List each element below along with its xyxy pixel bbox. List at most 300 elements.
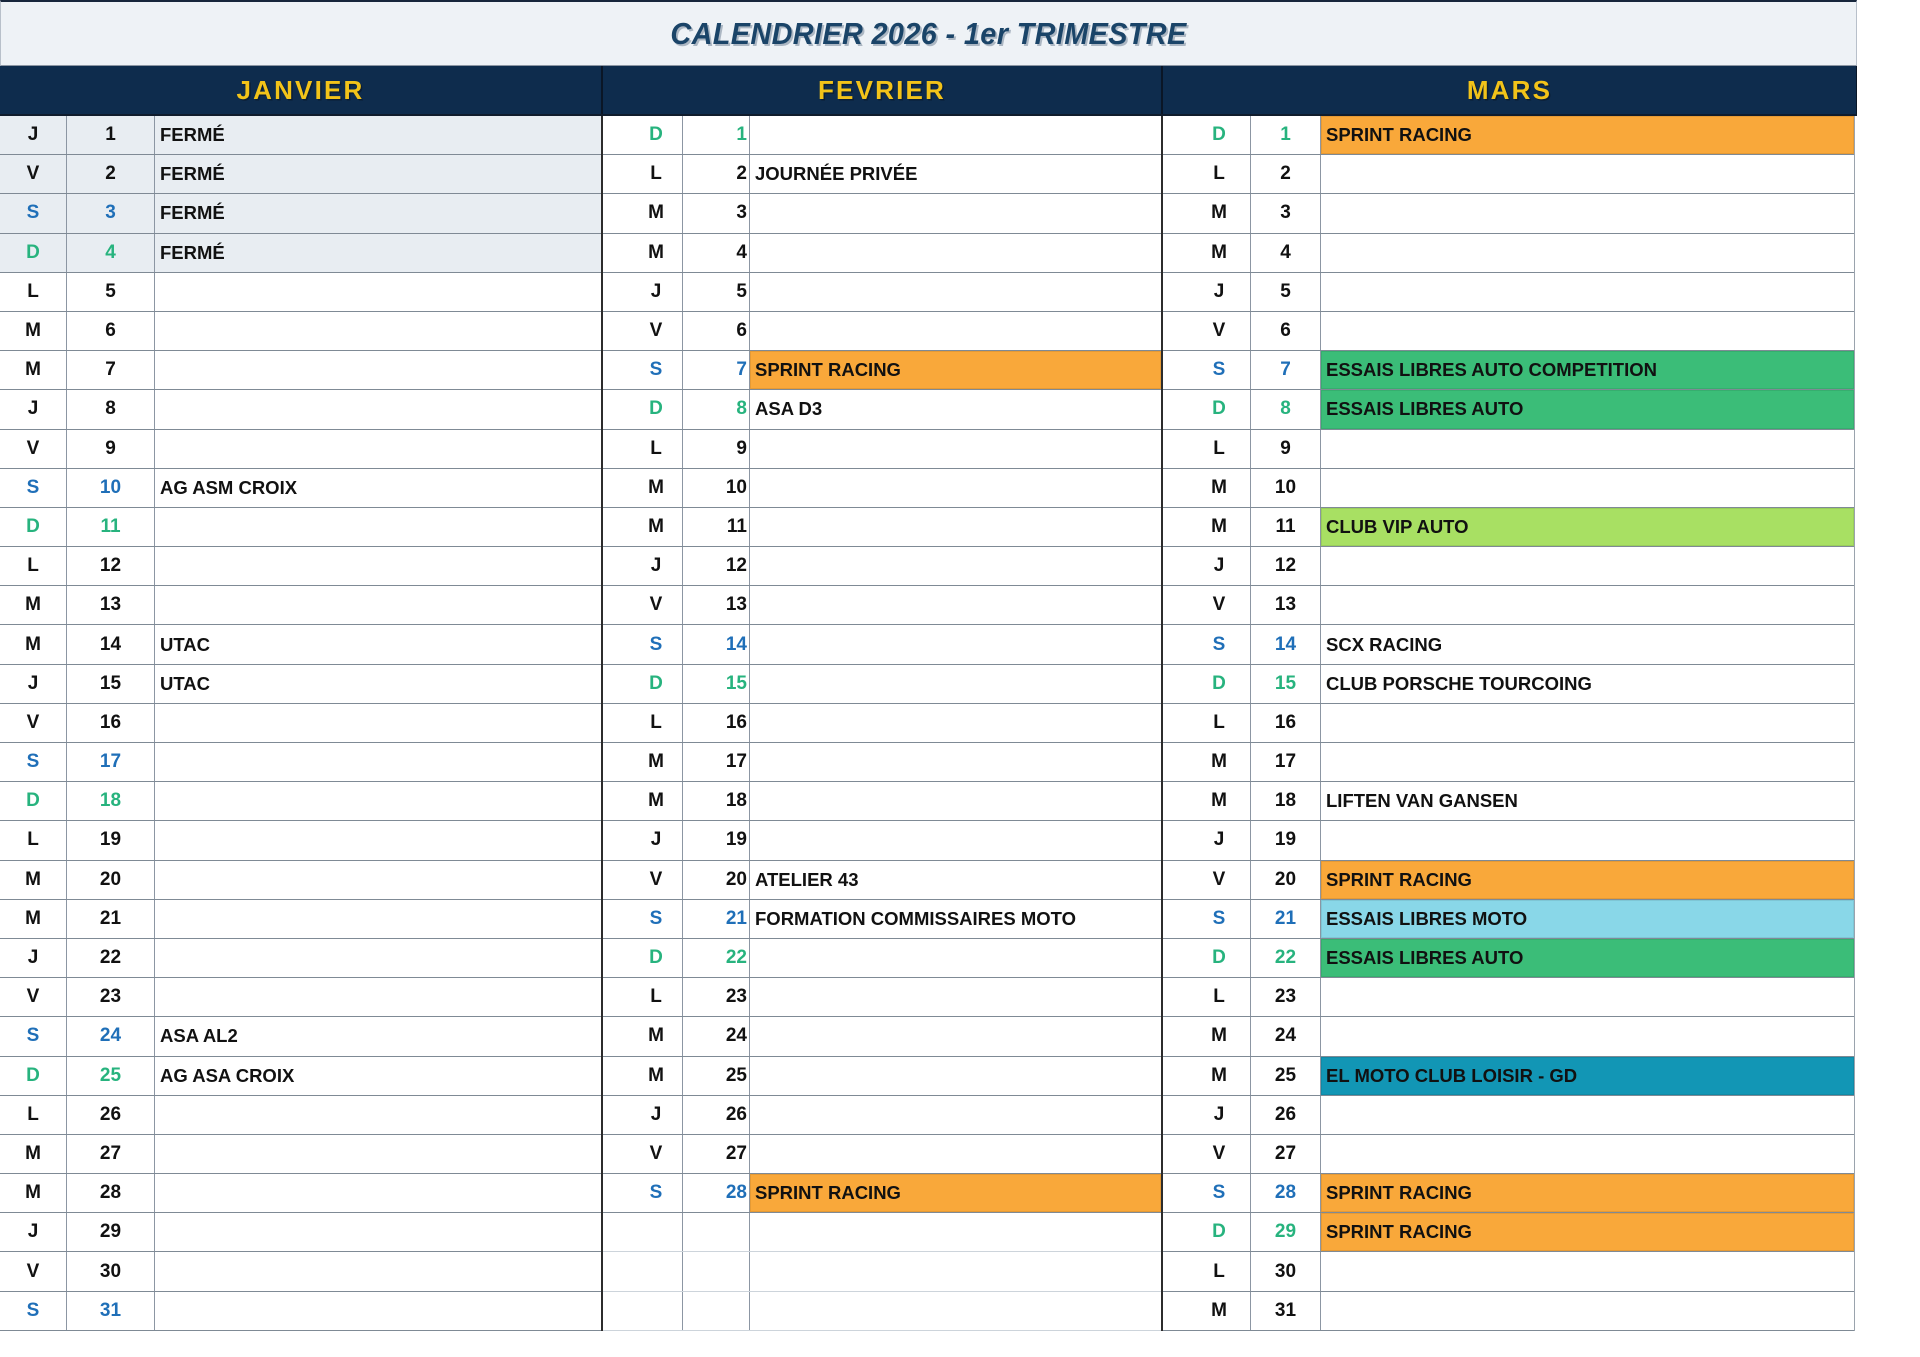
day-of-week: L bbox=[630, 704, 683, 742]
event-cell[interactable] bbox=[1321, 782, 1854, 820]
event-cell[interactable] bbox=[750, 900, 1161, 938]
event-cell[interactable] bbox=[750, 1252, 1161, 1290]
day-row[interactable] bbox=[1163, 861, 1854, 900]
day-row[interactable] bbox=[0, 547, 601, 586]
event-label: SPRINT RACING bbox=[1321, 861, 1854, 899]
event-cell[interactable] bbox=[1321, 586, 1854, 624]
event-cell[interactable] bbox=[155, 194, 601, 232]
day-row[interactable] bbox=[0, 508, 601, 547]
day-row[interactable] bbox=[603, 1017, 1161, 1056]
day-number: 1 bbox=[683, 116, 750, 154]
event-label: AG ASA CROIX bbox=[160, 1064, 295, 1086]
event-label bbox=[1321, 978, 1854, 1016]
day-number: 18 bbox=[1251, 782, 1321, 820]
day-row[interactable] bbox=[0, 1292, 601, 1331]
event-cell[interactable] bbox=[1321, 155, 1854, 193]
day-of-week: J bbox=[0, 116, 67, 154]
event-cell[interactable] bbox=[750, 194, 1161, 232]
day-row[interactable] bbox=[0, 1135, 601, 1174]
event-cell[interactable] bbox=[1321, 1057, 1854, 1095]
day-row[interactable] bbox=[1163, 1057, 1854, 1096]
day-number: 3 bbox=[683, 194, 750, 232]
event-cell[interactable] bbox=[750, 1135, 1161, 1173]
day-row[interactable] bbox=[1163, 312, 1854, 351]
event-cell[interactable] bbox=[750, 234, 1161, 272]
event-cell[interactable] bbox=[155, 430, 601, 468]
event-cell[interactable] bbox=[155, 861, 601, 899]
day-number: 22 bbox=[67, 939, 155, 977]
day-row[interactable] bbox=[603, 469, 1161, 508]
day-row[interactable] bbox=[603, 351, 1161, 390]
day-of-week: V bbox=[1188, 312, 1251, 350]
day-row[interactable] bbox=[1163, 665, 1854, 704]
day-row[interactable] bbox=[603, 390, 1161, 429]
event-cell[interactable] bbox=[750, 743, 1161, 781]
event-cell[interactable] bbox=[155, 1135, 601, 1173]
event-cell[interactable] bbox=[155, 1174, 601, 1212]
event-cell[interactable] bbox=[155, 978, 601, 1016]
day-row[interactable] bbox=[0, 782, 601, 821]
event-cell[interactable] bbox=[750, 1017, 1161, 1055]
event-cell[interactable] bbox=[155, 390, 601, 428]
event-cell[interactable] bbox=[155, 625, 601, 663]
day-row[interactable] bbox=[1163, 743, 1854, 782]
day-number: 2 bbox=[67, 155, 155, 193]
day-of-week: L bbox=[0, 547, 67, 585]
day-of-week: S bbox=[1188, 900, 1251, 938]
event-cell[interactable] bbox=[750, 273, 1161, 311]
day-row[interactable] bbox=[1163, 1252, 1854, 1291]
event-cell[interactable] bbox=[1321, 1135, 1854, 1173]
event-cell[interactable] bbox=[750, 508, 1161, 546]
day-row[interactable] bbox=[0, 312, 601, 351]
day-number: 27 bbox=[1251, 1135, 1321, 1173]
day-row[interactable] bbox=[603, 1057, 1161, 1096]
day-number: 5 bbox=[683, 273, 750, 311]
event-label bbox=[155, 782, 601, 820]
day-row[interactable] bbox=[0, 116, 601, 155]
day-of-week bbox=[630, 1292, 683, 1330]
day-of-week: M bbox=[1188, 469, 1251, 507]
event-cell[interactable] bbox=[750, 116, 1161, 154]
event-cell[interactable] bbox=[1321, 116, 1854, 154]
day-of-week: J bbox=[1188, 547, 1251, 585]
day-row[interactable] bbox=[603, 1135, 1161, 1174]
day-row[interactable] bbox=[1163, 939, 1854, 978]
day-number: 6 bbox=[1251, 312, 1321, 350]
event-cell[interactable] bbox=[750, 625, 1161, 663]
day-row[interactable] bbox=[0, 821, 601, 860]
day-of-week: M bbox=[0, 1135, 67, 1173]
event-cell[interactable] bbox=[155, 273, 601, 311]
event-label: CLUB VIP AUTO bbox=[1321, 508, 1854, 546]
event-cell[interactable] bbox=[1321, 390, 1854, 428]
day-number: 17 bbox=[683, 743, 750, 781]
day-of-week: D bbox=[0, 1057, 67, 1095]
day-number: 14 bbox=[1251, 625, 1321, 663]
event-cell[interactable] bbox=[1321, 1252, 1854, 1290]
event-label: SPRINT RACING bbox=[1321, 1174, 1854, 1212]
event-cell[interactable] bbox=[1321, 1213, 1854, 1251]
event-cell[interactable] bbox=[155, 116, 601, 154]
event-label bbox=[750, 978, 1161, 1016]
event-cell[interactable] bbox=[750, 469, 1161, 507]
event-cell[interactable] bbox=[1321, 547, 1854, 585]
event-cell[interactable] bbox=[750, 665, 1161, 703]
day-of-week bbox=[630, 1213, 683, 1251]
day-of-week: V bbox=[0, 155, 67, 193]
day-row[interactable] bbox=[1163, 782, 1854, 821]
event-cell[interactable] bbox=[1321, 430, 1854, 468]
event-cell[interactable] bbox=[155, 312, 601, 350]
month-header-mars bbox=[1163, 66, 1857, 114]
day-row[interactable] bbox=[603, 1252, 1161, 1291]
event-cell[interactable] bbox=[1321, 743, 1854, 781]
event-cell[interactable] bbox=[750, 312, 1161, 350]
day-row[interactable] bbox=[603, 900, 1161, 939]
day-number: 1 bbox=[1251, 116, 1321, 154]
day-row[interactable] bbox=[603, 939, 1161, 978]
day-number: 15 bbox=[683, 665, 750, 703]
event-cell[interactable] bbox=[750, 1174, 1161, 1212]
day-row[interactable] bbox=[0, 1096, 601, 1135]
day-number: 10 bbox=[1251, 469, 1321, 507]
day-row[interactable] bbox=[1163, 351, 1854, 390]
day-row[interactable] bbox=[1163, 1292, 1854, 1331]
day-number bbox=[683, 1292, 750, 1330]
event-cell[interactable] bbox=[155, 586, 601, 624]
day-row[interactable] bbox=[1163, 978, 1854, 1017]
month-header-row bbox=[0, 66, 1857, 116]
day-of-week: J bbox=[1188, 1096, 1251, 1134]
day-number: 16 bbox=[683, 704, 750, 742]
event-cell[interactable] bbox=[1321, 978, 1854, 1016]
event-cell[interactable] bbox=[1321, 312, 1854, 350]
day-row[interactable] bbox=[603, 821, 1161, 860]
day-row[interactable] bbox=[0, 900, 601, 939]
event-label bbox=[1321, 743, 1854, 781]
day-of-week: V bbox=[1188, 586, 1251, 624]
event-label: SCX RACING bbox=[1326, 633, 1443, 655]
day-row[interactable] bbox=[1163, 547, 1854, 586]
day-row[interactable] bbox=[0, 351, 601, 390]
day-of-week: M bbox=[630, 194, 683, 232]
event-cell[interactable] bbox=[750, 1292, 1161, 1330]
event-cell[interactable] bbox=[750, 704, 1161, 742]
day-row[interactable] bbox=[1163, 704, 1854, 743]
event-label bbox=[155, 704, 601, 742]
day-of-week: J bbox=[0, 390, 67, 428]
day-number bbox=[683, 1252, 750, 1290]
event-cell[interactable] bbox=[155, 351, 601, 389]
day-row[interactable] bbox=[0, 155, 601, 194]
event-cell[interactable] bbox=[1321, 939, 1854, 977]
day-row[interactable] bbox=[603, 704, 1161, 743]
day-number: 2 bbox=[683, 155, 750, 193]
day-row[interactable] bbox=[0, 586, 601, 625]
day-row[interactable] bbox=[1163, 1096, 1854, 1135]
day-of-week: S bbox=[630, 900, 683, 938]
day-row[interactable] bbox=[603, 586, 1161, 625]
day-of-week: M bbox=[630, 782, 683, 820]
day-number: 31 bbox=[67, 1292, 155, 1330]
day-number: 8 bbox=[67, 390, 155, 428]
event-cell[interactable] bbox=[750, 155, 1161, 193]
day-row[interactable] bbox=[603, 116, 1161, 155]
day-row[interactable] bbox=[0, 665, 601, 704]
event-cell[interactable] bbox=[155, 155, 601, 193]
event-cell[interactable] bbox=[1321, 704, 1854, 742]
day-of-week: J bbox=[0, 665, 67, 703]
day-row[interactable] bbox=[0, 234, 601, 273]
day-number: 15 bbox=[1251, 665, 1321, 703]
event-cell[interactable] bbox=[750, 430, 1161, 468]
day-row[interactable] bbox=[1163, 430, 1854, 469]
day-number: 25 bbox=[683, 1057, 750, 1095]
event-label bbox=[155, 861, 601, 899]
day-number: 3 bbox=[1251, 194, 1321, 232]
day-number: 26 bbox=[683, 1096, 750, 1134]
day-number: 22 bbox=[1251, 939, 1321, 977]
day-row[interactable] bbox=[603, 1174, 1161, 1213]
event-label: ESSAIS LIBRES AUTO bbox=[1321, 390, 1854, 428]
event-cell[interactable] bbox=[1321, 194, 1854, 232]
event-label: SPRINT RACING bbox=[1321, 1213, 1854, 1251]
event-cell[interactable] bbox=[750, 1057, 1161, 1095]
event-cell[interactable] bbox=[1321, 273, 1854, 311]
event-cell[interactable] bbox=[1321, 1292, 1854, 1330]
event-cell[interactable] bbox=[1321, 900, 1854, 938]
day-row[interactable] bbox=[603, 194, 1161, 233]
event-cell[interactable] bbox=[155, 900, 601, 938]
event-cell[interactable] bbox=[155, 1292, 601, 1330]
day-row[interactable] bbox=[0, 625, 601, 664]
event-label bbox=[155, 821, 601, 859]
day-of-week: M bbox=[1188, 194, 1251, 232]
event-cell[interactable] bbox=[750, 1213, 1161, 1251]
event-cell[interactable] bbox=[155, 547, 601, 585]
event-cell[interactable] bbox=[750, 861, 1161, 899]
event-cell[interactable] bbox=[750, 586, 1161, 624]
day-of-week: V bbox=[630, 312, 683, 350]
event-cell[interactable] bbox=[155, 1213, 601, 1251]
event-label bbox=[750, 625, 1161, 663]
day-number: 18 bbox=[67, 782, 155, 820]
day-row[interactable] bbox=[603, 782, 1161, 821]
event-label bbox=[1321, 1096, 1854, 1134]
day-of-week: L bbox=[1188, 430, 1251, 468]
day-row[interactable] bbox=[603, 155, 1161, 194]
day-row[interactable] bbox=[1163, 1135, 1854, 1174]
event-label bbox=[1321, 194, 1854, 232]
day-number: 13 bbox=[1251, 586, 1321, 624]
event-cell[interactable] bbox=[1321, 821, 1854, 859]
day-row[interactable] bbox=[1163, 821, 1854, 860]
event-label bbox=[750, 273, 1161, 311]
day-row[interactable] bbox=[603, 978, 1161, 1017]
day-row[interactable] bbox=[603, 665, 1161, 704]
day-row[interactable] bbox=[603, 1096, 1161, 1135]
day-row[interactable] bbox=[603, 625, 1161, 664]
day-of-week: D bbox=[1188, 939, 1251, 977]
day-of-week: V bbox=[0, 430, 67, 468]
day-row[interactable] bbox=[1163, 1213, 1854, 1252]
day-of-week: D bbox=[1188, 116, 1251, 154]
day-row[interactable] bbox=[1163, 194, 1854, 233]
event-cell[interactable] bbox=[155, 1057, 601, 1095]
event-cell[interactable] bbox=[155, 469, 601, 507]
day-of-week: L bbox=[630, 978, 683, 1016]
day-of-week: M bbox=[1188, 1017, 1251, 1055]
event-label bbox=[1321, 547, 1854, 585]
event-cell[interactable] bbox=[155, 939, 601, 977]
event-cell[interactable] bbox=[155, 665, 601, 703]
event-cell[interactable] bbox=[1321, 1174, 1854, 1212]
event-label bbox=[155, 273, 601, 311]
event-label: AG ASM CROIX bbox=[160, 476, 298, 498]
day-number: 12 bbox=[1251, 547, 1321, 585]
event-cell[interactable] bbox=[155, 1252, 601, 1290]
event-label bbox=[750, 586, 1161, 624]
day-row[interactable] bbox=[603, 743, 1161, 782]
event-cell[interactable] bbox=[750, 547, 1161, 585]
event-label bbox=[155, 1292, 601, 1330]
day-row[interactable] bbox=[603, 861, 1161, 900]
event-cell[interactable] bbox=[1321, 1096, 1854, 1134]
day-row[interactable] bbox=[0, 861, 601, 900]
event-label: SPRINT RACING bbox=[1321, 116, 1854, 154]
day-row[interactable] bbox=[1163, 234, 1854, 273]
event-cell[interactable] bbox=[1321, 625, 1854, 663]
day-number: 19 bbox=[67, 821, 155, 859]
day-row[interactable] bbox=[0, 1252, 601, 1291]
event-cell[interactable] bbox=[155, 743, 601, 781]
day-of-week: J bbox=[630, 273, 683, 311]
day-row[interactable] bbox=[0, 743, 601, 782]
event-label: EL MOTO CLUB LOISIR - GD bbox=[1321, 1057, 1854, 1095]
day-of-week: M bbox=[1188, 1292, 1251, 1330]
event-label bbox=[750, 1135, 1161, 1173]
day-number: 25 bbox=[67, 1057, 155, 1095]
day-row[interactable] bbox=[1163, 1174, 1854, 1213]
event-cell[interactable] bbox=[1321, 351, 1854, 389]
day-number: 24 bbox=[683, 1017, 750, 1055]
event-cell[interactable] bbox=[1321, 469, 1854, 507]
event-label bbox=[750, 430, 1161, 468]
day-row[interactable] bbox=[603, 430, 1161, 469]
event-cell[interactable] bbox=[1321, 508, 1854, 546]
month-column-mars bbox=[1163, 116, 1855, 1331]
day-row[interactable] bbox=[0, 194, 601, 233]
day-row[interactable] bbox=[1163, 116, 1854, 155]
event-cell[interactable] bbox=[155, 508, 601, 546]
event-cell[interactable] bbox=[1321, 665, 1854, 703]
event-label: UTAC bbox=[160, 672, 211, 694]
day-number: 28 bbox=[67, 1174, 155, 1212]
day-row[interactable] bbox=[0, 939, 601, 978]
day-row[interactable] bbox=[0, 704, 601, 743]
day-row[interactable] bbox=[1163, 900, 1854, 939]
day-row[interactable] bbox=[0, 390, 601, 429]
event-label bbox=[1321, 312, 1854, 350]
event-cell[interactable] bbox=[155, 234, 601, 272]
event-cell[interactable] bbox=[155, 782, 601, 820]
event-cell[interactable] bbox=[750, 939, 1161, 977]
event-cell[interactable] bbox=[1321, 861, 1854, 899]
day-number: 22 bbox=[683, 939, 750, 977]
event-cell[interactable] bbox=[750, 978, 1161, 1016]
event-cell[interactable] bbox=[155, 821, 601, 859]
day-number: 9 bbox=[67, 430, 155, 468]
day-number: 14 bbox=[683, 625, 750, 663]
event-label bbox=[750, 821, 1161, 859]
day-row[interactable] bbox=[1163, 469, 1854, 508]
month-header-label: MARS bbox=[1466, 74, 1553, 105]
event-label bbox=[155, 900, 601, 938]
event-label bbox=[155, 430, 601, 468]
day-row[interactable] bbox=[0, 1017, 601, 1056]
day-row[interactable] bbox=[1163, 586, 1854, 625]
day-row[interactable] bbox=[1163, 508, 1854, 547]
day-row[interactable] bbox=[603, 1292, 1161, 1331]
day-row[interactable] bbox=[603, 312, 1161, 351]
event-cell[interactable] bbox=[155, 1096, 601, 1134]
day-number: 16 bbox=[1251, 704, 1321, 742]
day-row[interactable] bbox=[0, 1174, 601, 1213]
day-of-week: S bbox=[1188, 625, 1251, 663]
day-row[interactable] bbox=[1163, 155, 1854, 194]
event-cell[interactable] bbox=[750, 821, 1161, 859]
event-cell[interactable] bbox=[750, 390, 1161, 428]
day-row[interactable] bbox=[603, 1213, 1161, 1252]
event-label bbox=[155, 351, 601, 389]
day-number: 27 bbox=[67, 1135, 155, 1173]
day-row[interactable] bbox=[1163, 1017, 1854, 1056]
day-row[interactable] bbox=[603, 234, 1161, 273]
day-row[interactable] bbox=[1163, 625, 1854, 664]
day-number: 30 bbox=[1251, 1252, 1321, 1290]
day-row[interactable] bbox=[1163, 273, 1854, 312]
day-row[interactable] bbox=[603, 508, 1161, 547]
event-label: ESSAIS LIBRES AUTO COMPETITION bbox=[1321, 351, 1854, 389]
event-cell[interactable] bbox=[750, 782, 1161, 820]
day-number: 20 bbox=[67, 861, 155, 899]
event-cell[interactable] bbox=[155, 704, 601, 742]
event-label: LIFTEN VAN GANSEN bbox=[1326, 790, 1518, 812]
day-of-week: M bbox=[1188, 782, 1251, 820]
event-cell[interactable] bbox=[750, 1096, 1161, 1134]
event-cell[interactable] bbox=[1321, 234, 1854, 272]
day-of-week: D bbox=[0, 508, 67, 546]
day-of-week: M bbox=[630, 743, 683, 781]
day-row[interactable] bbox=[1163, 390, 1854, 429]
day-row[interactable] bbox=[0, 1213, 601, 1252]
day-number: 29 bbox=[1251, 1213, 1321, 1251]
day-row[interactable] bbox=[0, 978, 601, 1017]
day-row[interactable] bbox=[603, 547, 1161, 586]
day-row[interactable] bbox=[0, 469, 601, 508]
day-number: 10 bbox=[683, 469, 750, 507]
day-of-week: M bbox=[630, 1017, 683, 1055]
day-row[interactable] bbox=[0, 273, 601, 312]
event-cell[interactable] bbox=[750, 351, 1161, 389]
event-cell[interactable] bbox=[1321, 1017, 1854, 1055]
day-row[interactable] bbox=[0, 430, 601, 469]
event-cell[interactable] bbox=[155, 1017, 601, 1055]
day-row[interactable] bbox=[603, 273, 1161, 312]
day-of-week: M bbox=[630, 508, 683, 546]
day-row[interactable] bbox=[0, 1057, 601, 1096]
